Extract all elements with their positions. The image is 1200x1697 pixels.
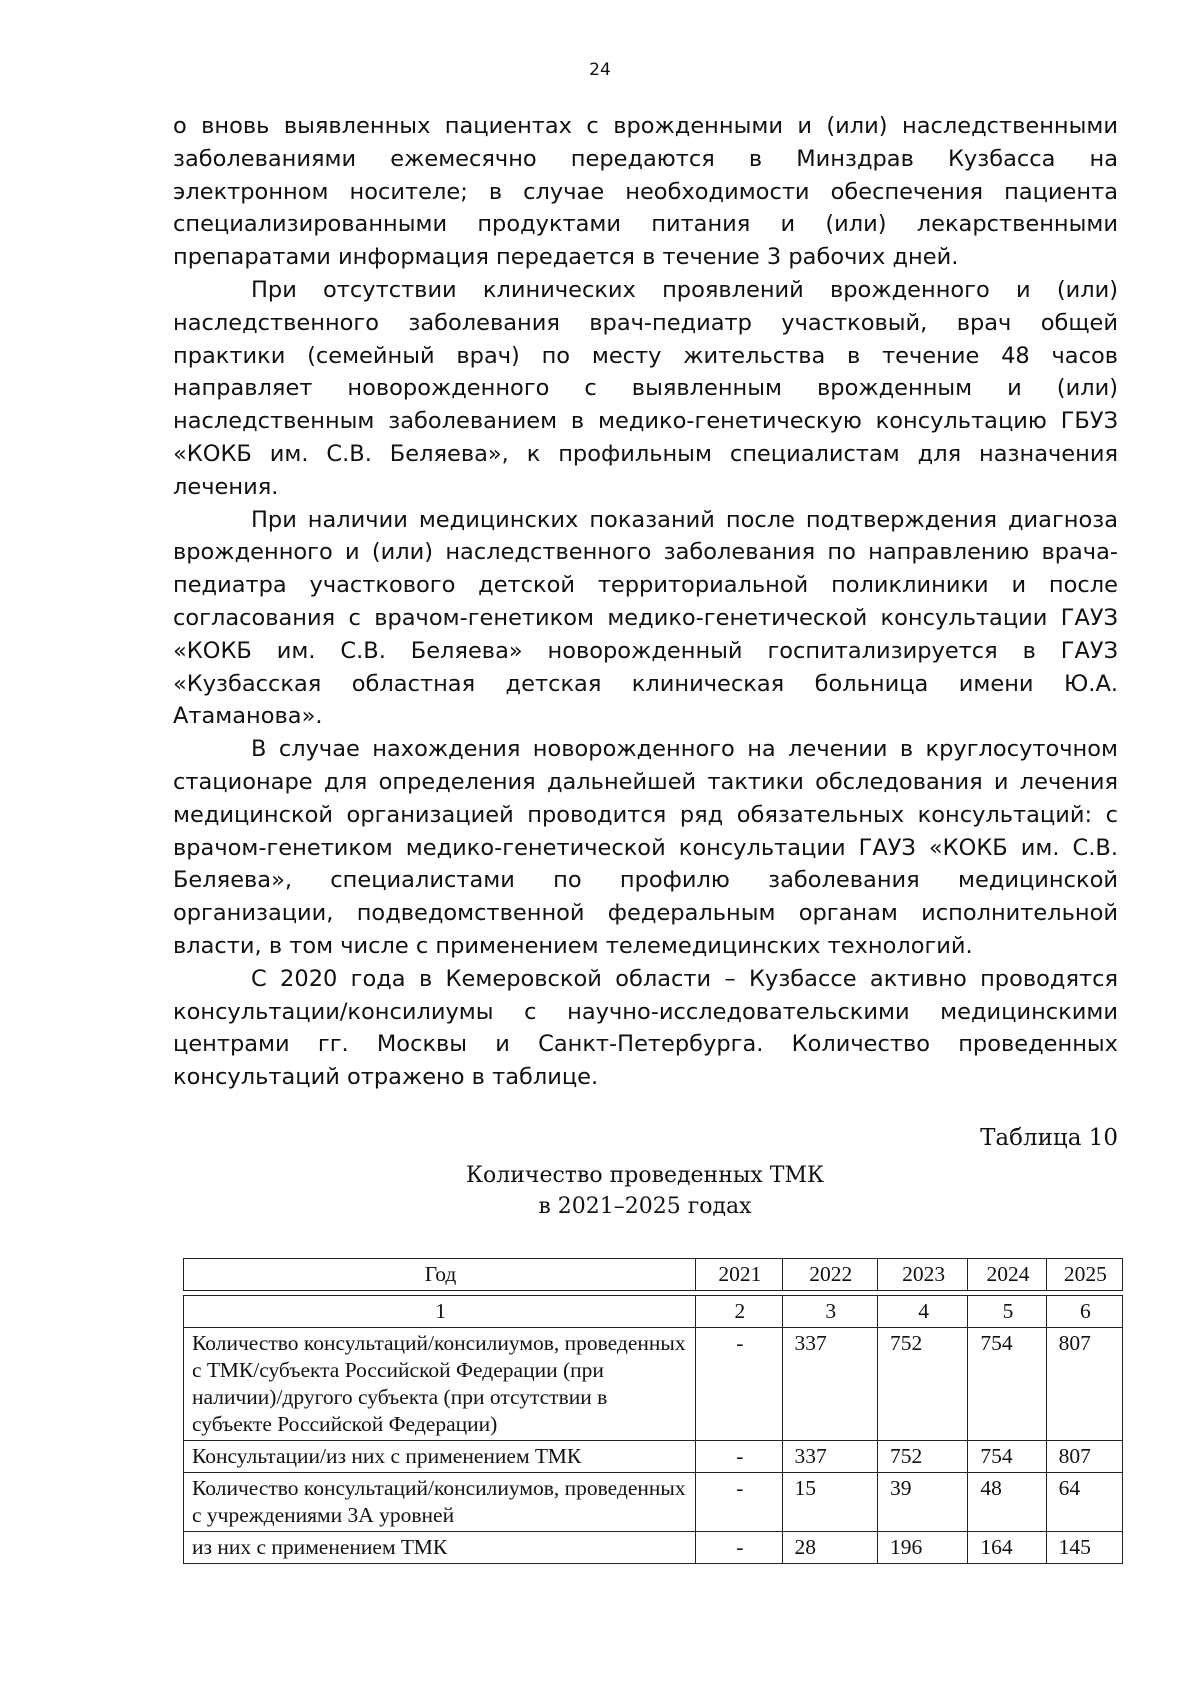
table-cell: - — [696, 1328, 782, 1441]
table-row — [184, 1328, 1123, 1441]
header-cell-2022: 2022 — [782, 1259, 877, 1291]
header-cell-year: Год — [184, 1259, 696, 1291]
table-cell: - — [696, 1532, 782, 1564]
table-cell: 337 — [782, 1441, 877, 1473]
table-cell: 337 — [782, 1328, 877, 1441]
table-cell: - — [696, 1473, 782, 1532]
table-cell: 164 — [968, 1532, 1046, 1564]
table-cell: 752 — [877, 1328, 967, 1441]
paragraph-4: В случае нахождения новорожденного на лечении в круглосуточном стационаре для определения дальнейшей тактики обследования и лечения медицинской организацией проводится ряд обязательных консультаций: с врачом-генетиком медико-генетической консультации ГАУЗ «КОКБ им. С.В. Беляева», специалистами по профилю заболевания медицинской организации, подведомственной федеральным органам исполнительной власти, в том числе с применением телемедицинских технологий. — [173, 736, 1118, 959]
page-number: 24 — [589, 60, 611, 80]
table-header-row — [184, 1259, 1123, 1291]
paragraph-2: При отсутствии клинических проявлений врожденного и (или) наследственного заболевания врач-педиатр участковый, врач общей практики (семейный врач) по месту жительства в течение 48 часов направляет новорожденного с выявленным врожденным и (или) наследственным заболеванием в медико-генетическую консультацию ГБУЗ «КОКБ им. С.В. Беляева», к профильным специалистам для назначения лечения. — [173, 276, 1118, 500]
table-title — [0, 1160, 1200, 1222]
paragraph-5: С 2020 года в Кемеровской области – Кузбассе активно проводятся консультации/консилиумы с научно-исследовательскими медицинскими центрами гг. Москвы и Санкт-Петербурга. Количество проведенных консультаций отражено в таблице. — [173, 965, 1118, 1091]
row-label: Консультации/из них с применением ТМК — [184, 1441, 696, 1473]
table-cell: 64 — [1046, 1473, 1122, 1532]
row-label: Количество консультаций/консилиумов, проведенных с ТМК/субъекта Российской Федерации (при наличии)/другого субъекта (при отсутствии в субъекте Российской Федерации) — [184, 1328, 696, 1441]
table-cell: 145 — [1046, 1532, 1122, 1564]
table-cell: 807 — [1046, 1328, 1122, 1441]
table-cell: 754 — [968, 1328, 1046, 1441]
table-cell: 3 — [782, 1296, 877, 1328]
table-cell: 196 — [877, 1532, 967, 1564]
paragraph-3: При наличии медицинских показаний после подтверждения диагноза врожденного и (или) наследственного заболевания по направлению врача-педиатра участкового детской территориальной поликлиники и после согласования с врачом-генетиком медико-генетической консультации ГАУЗ «КОКБ им. С.В. Беляева» новорожденный госпитализируется в ГАУЗ «Кузбасская областная детская клиническая больница имени Ю.А. Атаманова». — [173, 506, 1118, 730]
row-label: Количество консультаций/консилиумов, проведенных с учреждениями 3А уровней — [184, 1473, 696, 1532]
table-cell: 807 — [1046, 1441, 1122, 1473]
table-cell: 6 — [1046, 1296, 1122, 1328]
header-cell-2021: 2021 — [696, 1259, 782, 1291]
table-cell: 1 — [184, 1296, 696, 1328]
table-cell: 48 — [968, 1473, 1046, 1532]
header-cell-2024: 2024 — [968, 1259, 1046, 1291]
table-row — [184, 1473, 1123, 1532]
table-cell: 752 — [877, 1441, 967, 1473]
table-cell: - — [696, 1441, 782, 1473]
table-title-line-2: в 2021–2025 годах — [538, 1194, 752, 1219]
paragraph-1: о вновь выявленных пациентах с врожденными и (или) наследственными заболеваниями ежемесячно передаются в Минздрав Кузбасса на электронном носителе; в случае необходимости обеспечения пациента специализированными продуктами питания и (или) лекарственными препаратами информация передается в течение 3 рабочих дней. — [173, 113, 1118, 271]
table-cell: 754 — [968, 1441, 1046, 1473]
tmk-table — [183, 1258, 1123, 1564]
header-cell-2025: 2025 — [1046, 1259, 1122, 1291]
table-caption: Таблица 10 — [980, 1125, 1118, 1151]
row-label: из них с применением ТМК — [184, 1532, 696, 1564]
table-cell: 15 — [782, 1473, 877, 1532]
table-cell: 28 — [782, 1532, 877, 1564]
table-row — [184, 1441, 1123, 1473]
table-cell: 4 — [877, 1296, 967, 1328]
table-cell: 39 — [877, 1473, 967, 1532]
table-row — [184, 1532, 1123, 1564]
table-cell: 2 — [696, 1296, 782, 1328]
header-cell-2023: 2023 — [877, 1259, 967, 1291]
table-numbering-row — [184, 1296, 1123, 1328]
body-text — [173, 110, 1118, 1094]
table-cell: 5 — [968, 1296, 1046, 1328]
table-title-line-1: Количество проведенных ТМК — [465, 1163, 824, 1188]
